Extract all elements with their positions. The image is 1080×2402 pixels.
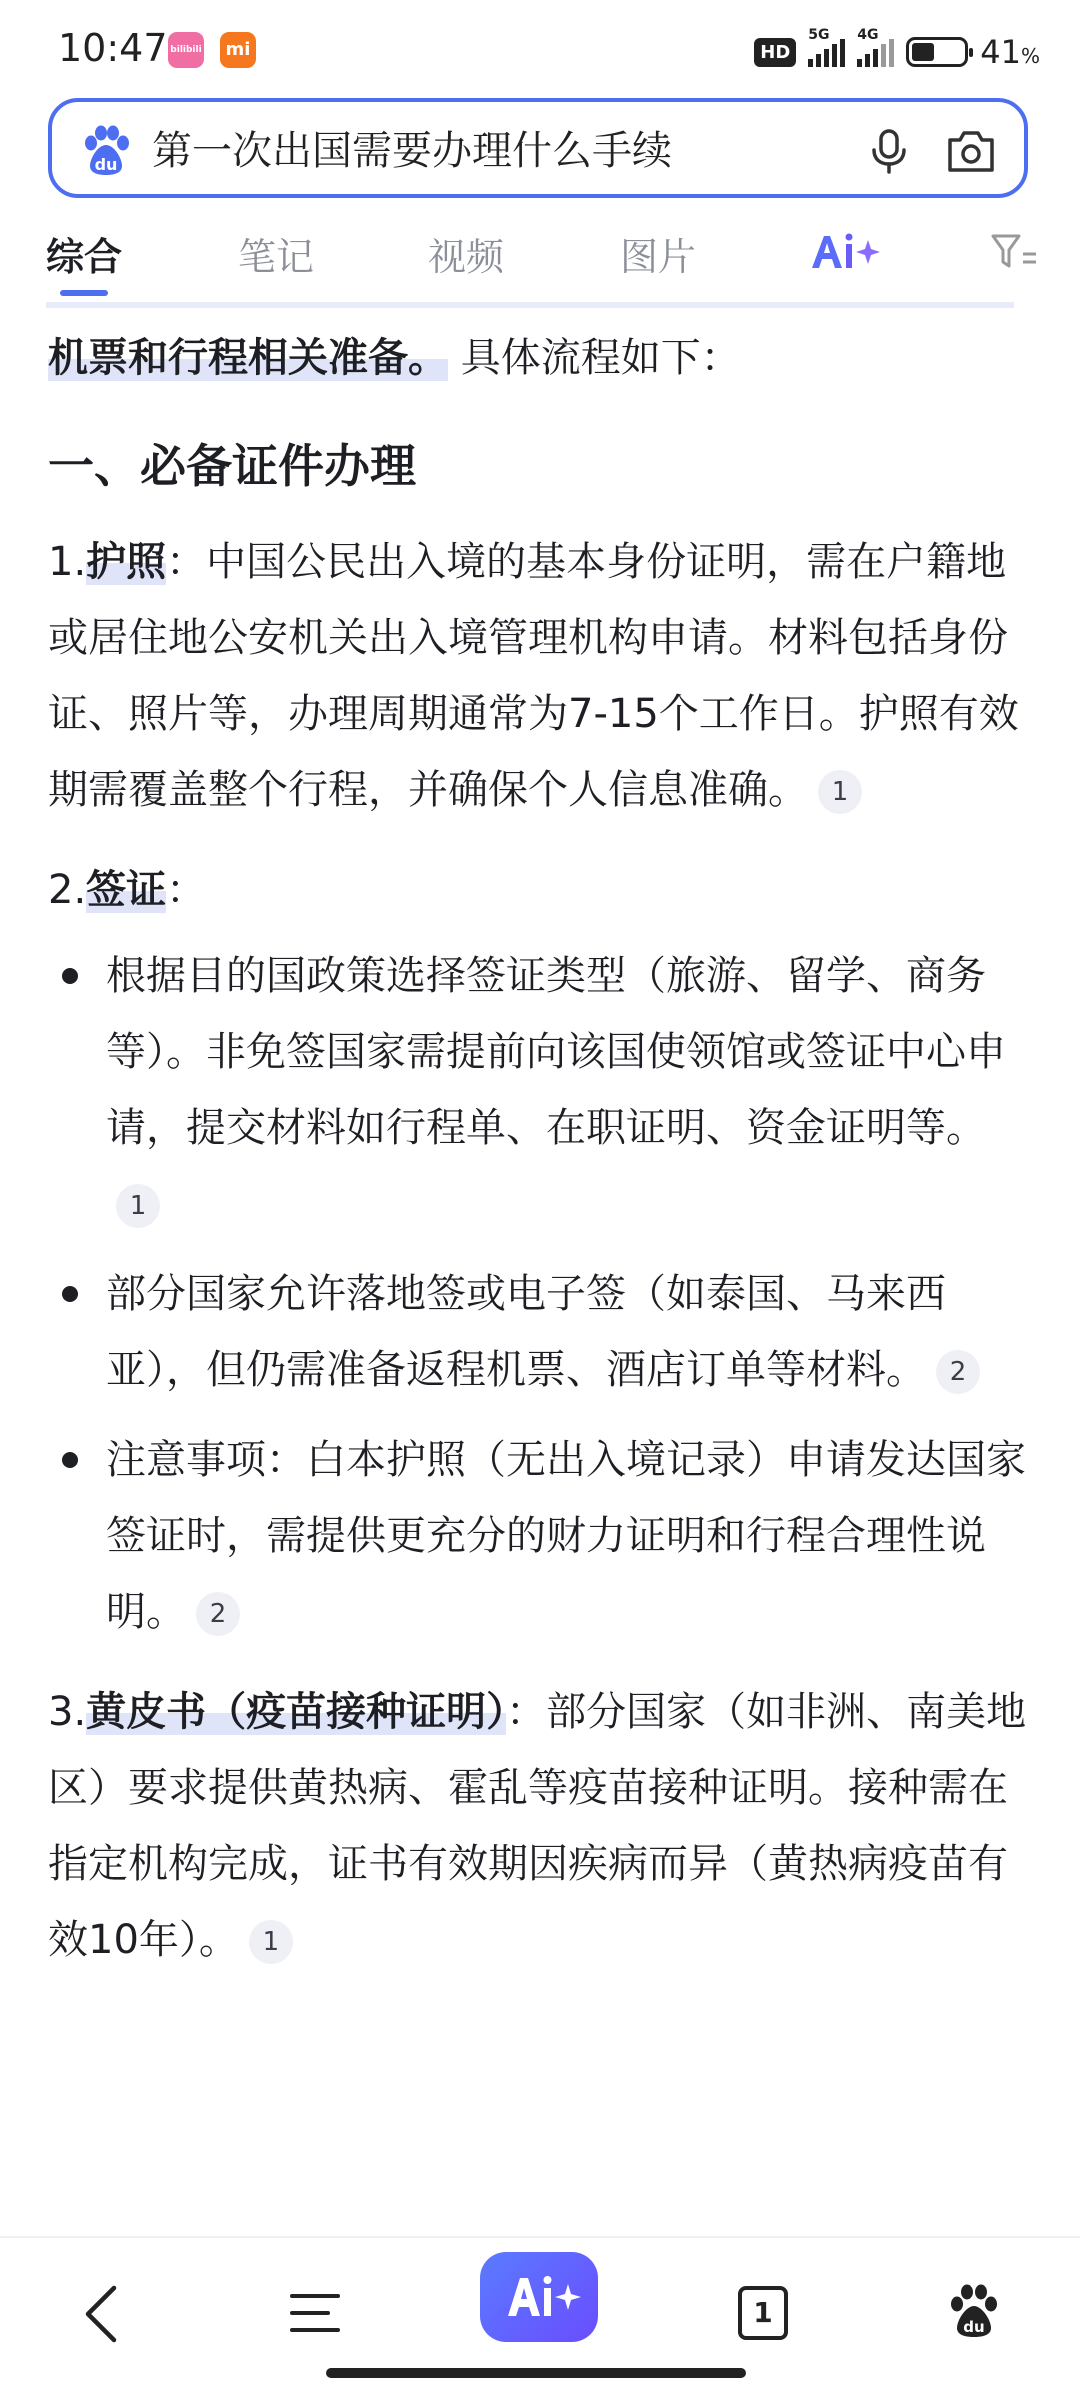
baidu-home-icon[interactable] (946, 2280, 1002, 2340)
battery-icon (906, 37, 968, 67)
tab-videos[interactable]: 视频 (428, 235, 505, 279)
system-indicators (754, 27, 1040, 74)
citation-badge[interactable]: 1 (116, 1184, 160, 1228)
tab-comprehensive[interactable]: 综合 (46, 235, 123, 279)
list-item: 根据目的国政策选择签证类型（旅游、留学、商务等）。非免签国家需提前向该国使领馆或签证中心申请，提交材料如行程单、在职证明、资金证明等。1 (48, 938, 1038, 1242)
baidu-paw-logo-icon (78, 122, 134, 178)
microphone-icon[interactable] (864, 126, 914, 176)
citation-badge[interactable]: 1 (818, 770, 862, 814)
signal-5g-icon: 5G (808, 37, 845, 67)
citation-badge[interactable]: 2 (196, 1592, 240, 1636)
bottom-navigation (0, 2236, 1080, 2402)
mi-notification-icon: mi (220, 32, 256, 68)
term-yellow-book[interactable]: 黄皮书（疫苗接种证明） (86, 1689, 507, 1735)
bilibili-notification-icon: bilibili (168, 32, 204, 68)
active-tab-indicator (60, 290, 108, 296)
item-visa: 2.签证： (48, 867, 207, 913)
battery-percent: 41% (980, 33, 1040, 71)
intro-highlight: 机票和行程相关准备。 (48, 335, 448, 381)
search-bar[interactable] (48, 98, 1028, 198)
intro-line: 机票和行程相关准备。 具体流程如下： (48, 335, 741, 381)
item-yellow-book: 3.黄皮书（疫苗接种证明）：部分国家（如非洲、南美地区）要求提供黄热病、霍乱等疫苗接种证明。接种需在指定机构完成，证书有效期因疾病而异（黄热病疫苗有效10年）。 1 (48, 1689, 1027, 1963)
signal-4g-icon: 4G (857, 37, 894, 67)
list-item: 注意事项：白本护照（无出入境记录）申请发达国家签证时，需提供更充分的财力证明和行程合理性说明。 2 (48, 1422, 1038, 1650)
citation-badge[interactable]: 2 (936, 1350, 980, 1394)
home-indicator[interactable] (326, 2368, 746, 2378)
list-item: 部分国家允许落地签或电子签（如泰国、马来西亚），但仍需准备返程机票、酒店订单等材料。 2 (48, 1256, 1038, 1408)
clock: 10:47 (58, 26, 168, 70)
back-arrow-icon[interactable] (78, 2282, 126, 2346)
svg-text:du: du (94, 155, 118, 174)
tab-notes[interactable]: 笔记 (238, 235, 315, 279)
search-tabs (0, 204, 1080, 300)
section-title: 一、必备证件办理 (48, 439, 416, 493)
ai-assistant-button[interactable] (480, 2252, 598, 2342)
ai-sparkle-icon (480, 2252, 598, 2342)
menu-icon[interactable] (288, 2288, 342, 2338)
term-passport[interactable]: 护照 (86, 539, 167, 585)
ai-answer-content (48, 320, 1038, 1978)
hd-voice-icon: HD (754, 38, 796, 67)
item-passport: 1.护照：中国公民出入境的基本身份证明，需在户籍地或居住地公安机关出入境管理机构申请。材料包括身份证、照片等，办理周期通常为7-15个工作日。护照有效期需覆盖整个行程，并确保个人信息准确。 1 (48, 539, 1019, 813)
visa-bullets (48, 938, 1038, 1650)
camera-icon[interactable] (944, 126, 998, 176)
tab-images[interactable]: 图片 (620, 235, 697, 279)
filter-icon[interactable] (990, 232, 1038, 272)
tab-ai-icon[interactable] (808, 230, 884, 274)
tabs-divider (46, 302, 1014, 308)
svg-text:du: du (963, 2318, 985, 2336)
search-query-text[interactable]: 第一次出国需要办理什么手续 (152, 128, 672, 174)
term-visa[interactable]: 签证 (86, 867, 167, 913)
open-tabs-button[interactable]: 1 (738, 2286, 788, 2340)
status-bar (0, 0, 1080, 96)
citation-badge[interactable]: 1 (249, 1920, 293, 1964)
